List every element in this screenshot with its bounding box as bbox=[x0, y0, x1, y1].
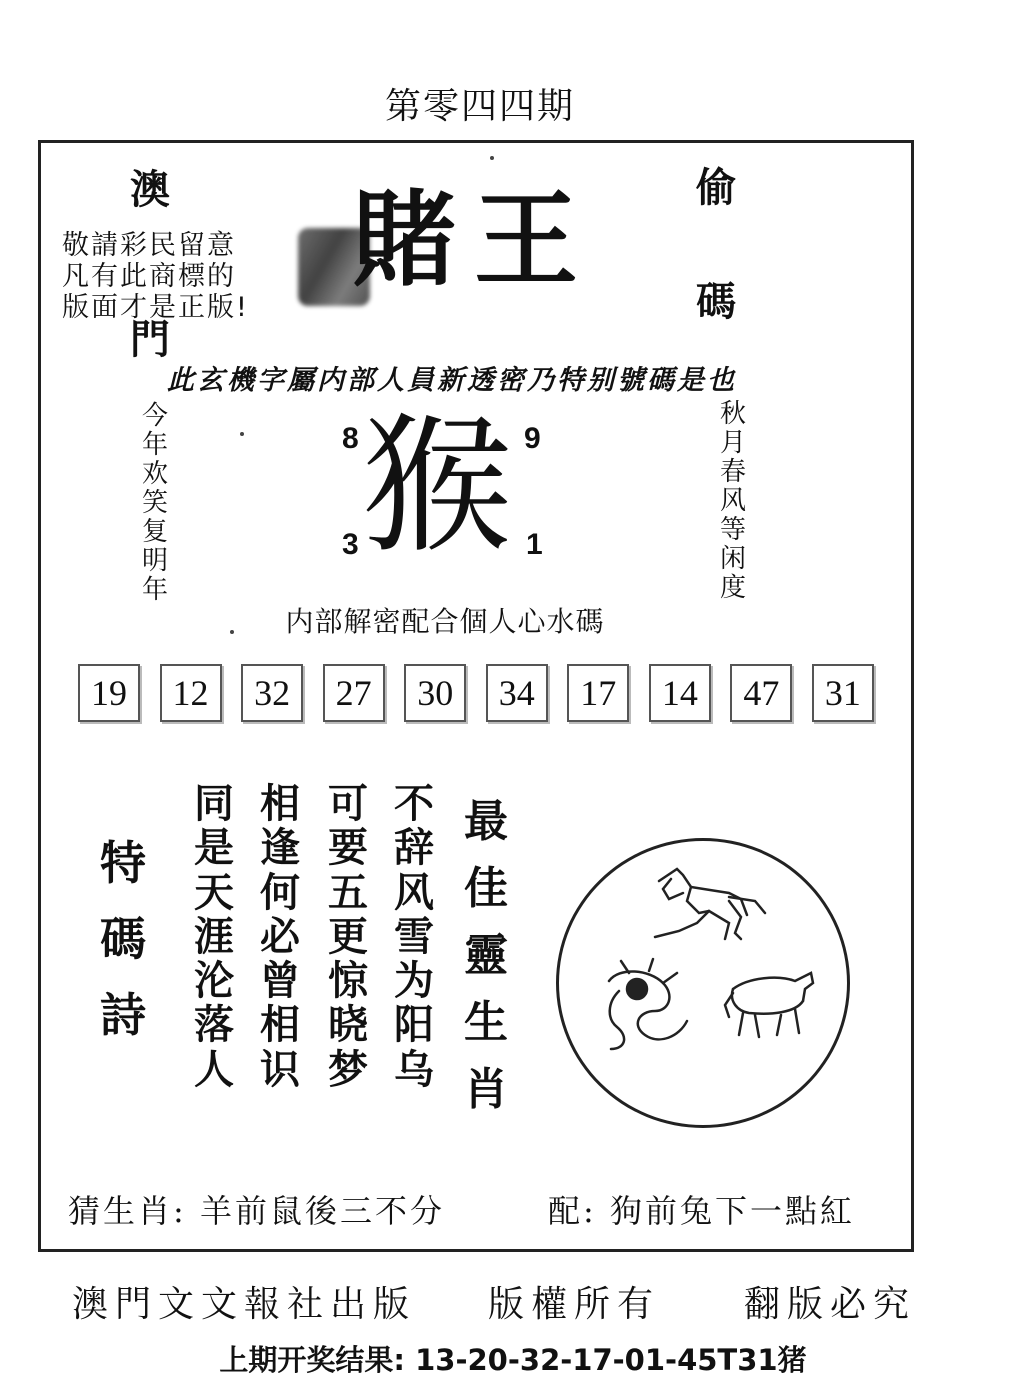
poem-char: 辞 bbox=[394, 825, 434, 872]
verse-char: 等 bbox=[720, 515, 747, 545]
zodiac-circle bbox=[556, 838, 850, 1128]
best-zodiac-char: 最 bbox=[464, 796, 508, 847]
ox-icon bbox=[725, 973, 813, 1037]
number-box: 47 bbox=[730, 664, 792, 722]
number-box: 30 bbox=[404, 664, 466, 722]
poem-char: 雪 bbox=[394, 913, 434, 960]
corner-number-bottom-right: 1 bbox=[526, 528, 543, 561]
verse-char: 风 bbox=[720, 486, 747, 516]
poem-char: 曾 bbox=[260, 958, 300, 1005]
poem-char: 阳 bbox=[394, 1002, 434, 1049]
number-box: 34 bbox=[486, 664, 548, 722]
poem-char: 相 bbox=[260, 1002, 300, 1049]
verse-char: 笑 bbox=[142, 488, 169, 518]
poem-char: 不 bbox=[394, 781, 434, 827]
best-zodiac-char: 靈 bbox=[464, 930, 508, 981]
left-vertical-char: 澳 bbox=[130, 166, 170, 213]
poem-char: 同 bbox=[194, 781, 234, 827]
pair-line: 配: 狗前兔下一點紅 bbox=[548, 1192, 855, 1230]
left-vertical-char: 門 bbox=[130, 316, 170, 363]
issue-number: 第零四四期 bbox=[384, 86, 575, 127]
dragon-icon bbox=[609, 959, 687, 1049]
speck-dot bbox=[240, 432, 244, 436]
poem-char: 是 bbox=[194, 825, 234, 872]
poem-column bbox=[260, 782, 300, 1092]
corner-number-bottom-left: 3 bbox=[342, 528, 359, 561]
best-zodiac-char: 生 bbox=[464, 997, 508, 1048]
poem-column bbox=[328, 782, 368, 1092]
number-box: 14 bbox=[649, 664, 711, 722]
best-zodiac-char: 佳 bbox=[464, 863, 508, 914]
horse-icon bbox=[655, 869, 765, 939]
poem-title-char: 碼 bbox=[100, 912, 146, 966]
poem-char: 落 bbox=[194, 1002, 234, 1049]
notice-line: 版面才是正版! bbox=[62, 292, 249, 323]
verse-char: 欢 bbox=[142, 459, 169, 489]
poem-column bbox=[194, 782, 234, 1092]
publisher-footer: 澳門文文報社出版 bbox=[72, 1284, 417, 1325]
poem-title-char: 詩 bbox=[100, 988, 146, 1042]
poem-char: 沦 bbox=[194, 958, 234, 1005]
secret-line: 此玄機字屬内部人員新透密乃特别號碼是也 bbox=[167, 365, 737, 396]
verse-char: 度 bbox=[720, 573, 747, 603]
verse-char: 闲 bbox=[720, 544, 747, 574]
warning-footer: 翻版必究 bbox=[744, 1284, 917, 1325]
verse-char: 复 bbox=[142, 517, 169, 547]
right-verse bbox=[720, 400, 746, 603]
left-verse bbox=[142, 402, 168, 605]
number-box: 12 bbox=[160, 664, 222, 722]
verse-char: 秋 bbox=[720, 399, 747, 429]
number-box: 27 bbox=[323, 664, 385, 722]
poem-char: 五 bbox=[328, 869, 368, 916]
verse-char: 月 bbox=[720, 428, 747, 458]
poem-char: 风 bbox=[394, 869, 434, 916]
right-vertical-char: 碼 bbox=[696, 278, 736, 325]
last-draw-result: 上期开奖结果: 13-20-32-17-01-45T31猪 bbox=[219, 1343, 807, 1377]
poem-title bbox=[100, 836, 146, 1068]
notice-line: 敬請彩民留意 bbox=[62, 230, 236, 261]
page-title: 賭王 bbox=[352, 179, 597, 301]
rights-footer: 版權所有 bbox=[488, 1284, 661, 1325]
verse-char: 年 bbox=[142, 430, 169, 460]
poem-char: 晓 bbox=[328, 1002, 368, 1049]
number-box: 17 bbox=[567, 664, 629, 722]
poem-char: 更 bbox=[328, 913, 368, 960]
speck-dot bbox=[490, 156, 494, 160]
number-box: 32 bbox=[241, 664, 303, 722]
poem-char: 涯 bbox=[194, 913, 234, 960]
authenticity-notice bbox=[62, 230, 249, 323]
poem-char: 梦 bbox=[328, 1046, 368, 1093]
best-zodiac-char: 肖 bbox=[464, 1064, 508, 1115]
poem-title-char: 特 bbox=[100, 836, 146, 890]
verse-char: 年 bbox=[142, 575, 169, 605]
decode-subline: 内部解密配合個人心水碼 bbox=[285, 605, 605, 638]
zodiac-character: 猴 bbox=[362, 400, 513, 574]
poem-char: 可 bbox=[328, 781, 368, 827]
verse-char: 春 bbox=[720, 457, 747, 487]
poem-char: 相 bbox=[260, 781, 300, 827]
poem-char: 为 bbox=[394, 958, 434, 1005]
zodiac-animals-illustration bbox=[559, 841, 847, 1125]
poem-column bbox=[394, 782, 434, 1092]
right-vertical-char: 偷 bbox=[696, 164, 736, 211]
poem-char: 识 bbox=[260, 1046, 300, 1093]
speck-dot bbox=[230, 630, 234, 634]
best-zodiac-label bbox=[464, 796, 508, 1135]
poem-char: 惊 bbox=[328, 958, 368, 1005]
corner-number-top-right: 9 bbox=[524, 422, 541, 455]
poem-char: 要 bbox=[328, 825, 368, 872]
poem-char: 何 bbox=[260, 869, 300, 916]
poem-char: 天 bbox=[194, 869, 234, 916]
poem-char: 必 bbox=[260, 913, 300, 960]
number-boxes bbox=[78, 664, 874, 722]
guess-zodiac-line: 猜生肖: 羊前鼠後三不分 bbox=[68, 1192, 445, 1230]
poem-char: 乌 bbox=[394, 1046, 434, 1093]
number-box: 31 bbox=[812, 664, 874, 722]
corner-number-top-left: 8 bbox=[342, 422, 359, 455]
right-vertical-label bbox=[696, 164, 736, 325]
notice-line: 凡有此商標的 bbox=[62, 261, 236, 292]
verse-char: 今 bbox=[142, 401, 169, 431]
poem-char: 人 bbox=[194, 1046, 234, 1093]
verse-char: 明 bbox=[142, 546, 169, 576]
number-box: 19 bbox=[78, 664, 140, 722]
poem-char: 逢 bbox=[260, 825, 300, 872]
